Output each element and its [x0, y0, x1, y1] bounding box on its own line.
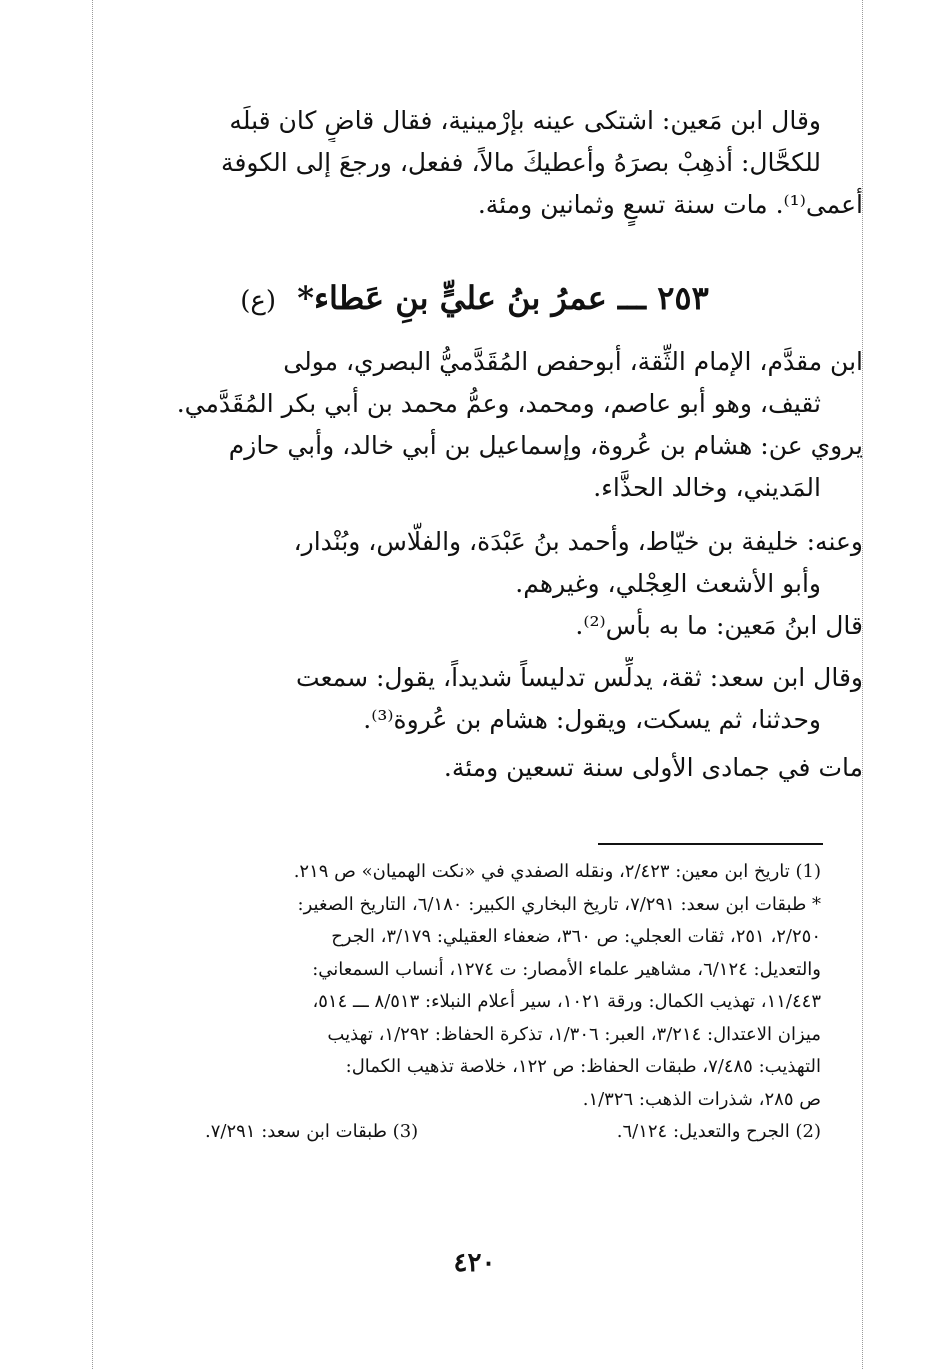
footnote-3: (3) طبقات ابن سعد: ٧/٢٩١. [205, 1121, 419, 1142]
entry-symbol: (ع) [240, 286, 277, 316]
entry-name: عمرُ بنُ عليٍّ بنِ عَطاء* [297, 279, 607, 317]
footnotes [115, 856, 821, 1149]
text-line: ثقيف، وهو أبو عاصم، ومحمد، وعمُّ محمد بن أبي بكر المُقَدَّمي. [176, 389, 821, 418]
text-line: مات في جمادى الأولى سنة تسعين ومئة. [443, 753, 863, 782]
text-line: للكحَّال: أذهِبْ بصرَهُ وأعطيكَ مالاً، ففعل، ورجعَ إلى الكوفة [221, 148, 821, 177]
intro-paragraph [115, 100, 863, 226]
footnote-line: ٢/٢٥٠، ٢٥١، ثقات العجلي: ص ٣٦٠، ضعفاء العقيلي: ٣/١٧٩، الجرح [331, 926, 821, 947]
footnote-separator [598, 843, 823, 845]
footnote-line: والتعديل: ٦/١٢٤، مشاهير علماء الأمصار: ت ١٢٧٤، أنساب السمعاني: [312, 958, 821, 980]
text-line: وقال ابن سعد: ثقة، يدلِّس تدليساً شديداً، يقول: سمعت [296, 663, 863, 692]
footnote-line: ميزان الاعتدال: ٣/٢١٤، العبر: ١/٣٠٦، تذكرة الحفاظ: ١/٢٩٢، تهذيب [327, 1023, 821, 1045]
footnote-line: * طبقات ابن سعد: ٧/٢٩١، تاريخ البخاري الكبير: ٦/١٨٠، التاريخ الصغير: [297, 893, 821, 915]
entry-number: ٢٥٣ [657, 279, 709, 317]
text-line: يروي عن: هشام بن عُروة، وإسماعيل بن أبي خالد، وأبي حازم [228, 431, 863, 460]
text-line: قال ابنُ مَعين: ما به بأس⁽²⁾. [575, 611, 863, 640]
text-line: وعنه: خليفة بن خيّاط، وأحمد بنُ عَبْدَة، والفلّاس، وبُنْدار، [293, 527, 863, 556]
footnote-line: ص ٢٨٥، شذرات الذهب: ١/٣٢٦. [582, 1088, 821, 1110]
text-line: وحدثنا، ثم يسكت، ويقول: هشام بن عُروة⁽³⁾. [363, 705, 821, 734]
text-line: المَديني، وخالد الحذَّاء. [593, 473, 821, 502]
footnote-line: ١١/٤٤٣، تهذيب الكمال: ورقة ١٠٢١، سير أعلام النبلاء: ٨/٥١٣ ـــ ٥١٤، [312, 991, 821, 1012]
text-line: ابن مقدَّم، الإمام الثِّقة، أبوحفص المُقَدَّميُّ البصري، مولى [283, 347, 863, 376]
footnote-line: التهذيب: ٧/٤٨٥، طبقات الحفاظ: ص ١٢٢، خلاصة تذهيب الكمال: [345, 1056, 821, 1077]
footnote-pair [115, 1116, 821, 1149]
entry-dash: ـــ [617, 279, 647, 317]
text-line: وقال ابن مَعين: اشتكى عينه بإرْمينية، فقال قاضٍ كان قبلَه [229, 106, 821, 135]
text-line: أعمى⁽¹⁾. مات سنة تسعٍ وثمانين ومئة. [477, 190, 863, 219]
footnote-line: (1) تاريخ ابن معين: ٢/٤٢٣، ونقله الصفدي في «نكت الهميان» ص ٢١٩. [293, 861, 821, 882]
entry-body [115, 341, 863, 789]
guide-line-left [92, 0, 93, 1369]
text-line: وأبو الأشعث العِجْلي، وغيرهم. [515, 569, 821, 598]
entry-heading [0, 278, 949, 321]
page-number: ٤٢٠ [453, 1248, 496, 1278]
footnote-2: (2) الجرح والتعديل: ٦/١٢٤. [616, 1121, 821, 1142]
